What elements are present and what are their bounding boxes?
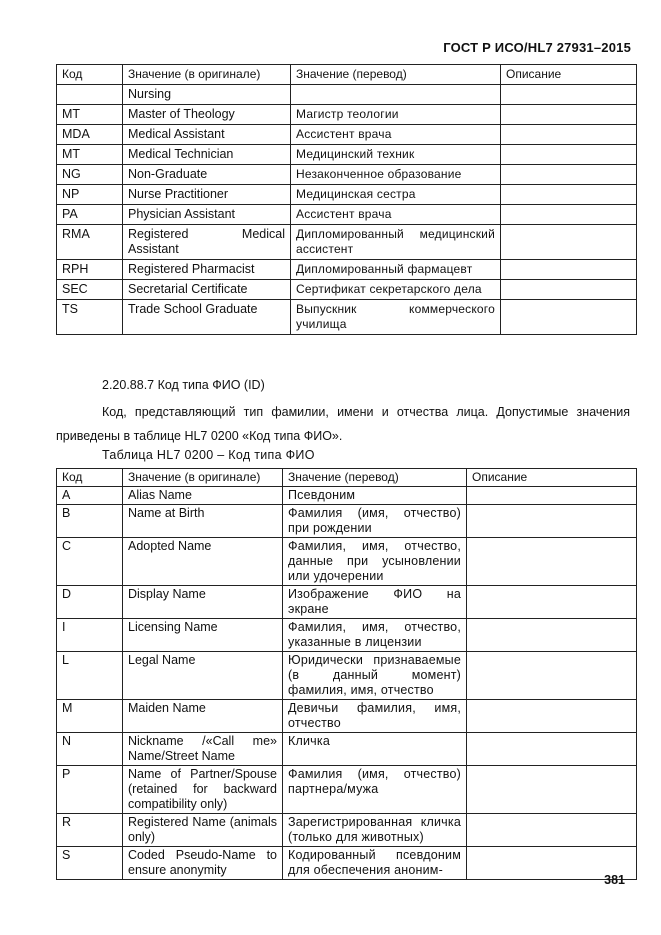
cell-desc	[501, 260, 637, 280]
cell-orig: Nurse Practitioner	[123, 185, 291, 205]
cell-code: RPH	[57, 260, 123, 280]
table-row	[57, 847, 637, 880]
cell-orig: Physician Assistant	[123, 205, 291, 225]
cell-trans: Медицинский техник	[291, 145, 501, 165]
cell-desc	[501, 105, 637, 125]
cell-desc	[501, 85, 637, 105]
cell-orig: Nursing	[123, 85, 291, 105]
cell-code: C	[57, 538, 123, 586]
cell-trans: Выпускник коммерческого училища	[291, 300, 501, 335]
cell-desc	[501, 300, 637, 335]
table-row	[57, 700, 637, 733]
cell-trans: Кодированный псевдоним для обеспечения аноним-	[283, 847, 467, 880]
column-header: Значение (перевод)	[283, 469, 467, 487]
cell-code: MT	[57, 105, 123, 125]
cell-orig: Name of Partner/Spouse (retained for backward compatibility only)	[123, 766, 283, 814]
cell-orig: Name at Birth	[123, 505, 283, 538]
section-paragraph: Код, представляющий тип фамилии, имени и отчества лица. Допустимые значения приведены в таблице HL7 0200 «Код типа ФИО».	[56, 405, 630, 443]
table-row	[57, 260, 637, 280]
cell-trans: Дипломированный фармацевт	[291, 260, 501, 280]
cell-code: PA	[57, 205, 123, 225]
table-row	[57, 505, 637, 538]
cell-code: S	[57, 847, 123, 880]
cell-code: MDA	[57, 125, 123, 145]
table-row	[57, 487, 637, 505]
cell-desc	[467, 505, 637, 538]
table-row	[57, 105, 637, 125]
table-row	[57, 125, 637, 145]
page-number: 381	[604, 873, 625, 887]
table-row	[57, 185, 637, 205]
cell-code: M	[57, 700, 123, 733]
cell-trans: Магистр теологии	[291, 105, 501, 125]
cell-desc	[467, 766, 637, 814]
cell-orig: Nickname /«Call me» Name/Street Name	[123, 733, 283, 766]
cell-trans: Псевдоним	[283, 487, 467, 505]
table-row	[57, 85, 637, 105]
table-row	[57, 225, 637, 260]
column-header: Значение (перевод)	[291, 65, 501, 85]
cell-orig: Trade School Graduate	[123, 300, 291, 335]
cell-orig: Legal Name	[123, 652, 283, 700]
cell-desc	[467, 586, 637, 619]
name-type-codes-table	[56, 468, 637, 880]
cell-code: N	[57, 733, 123, 766]
table-caption: Таблица HL7 0200 – Код типа ФИО	[102, 448, 315, 462]
table-row	[57, 205, 637, 225]
cell-desc	[467, 700, 637, 733]
cell-trans: Незаконченное образование	[291, 165, 501, 185]
cell-trans: Фамилия (имя, отчество) партнера/мужа	[283, 766, 467, 814]
cell-code: B	[57, 505, 123, 538]
column-header: Код	[57, 469, 123, 487]
table-header-row	[57, 65, 637, 85]
cell-code: MT	[57, 145, 123, 165]
column-header: Значение (в оригинале)	[123, 65, 291, 85]
cell-desc	[467, 652, 637, 700]
table-row	[57, 733, 637, 766]
table-row	[57, 652, 637, 700]
column-header: Описание	[501, 65, 637, 85]
table-row	[57, 300, 637, 335]
qualification-codes-table	[56, 64, 637, 335]
cell-orig: Display Name	[123, 586, 283, 619]
cell-desc	[501, 185, 637, 205]
table-row	[57, 814, 637, 847]
cell-desc	[467, 733, 637, 766]
cell-desc	[501, 280, 637, 300]
cell-code: SEC	[57, 280, 123, 300]
cell-trans: Изображение ФИО на экране	[283, 586, 467, 619]
cell-trans: Фамилия, имя, отчество, указанные в лицензии	[283, 619, 467, 652]
table-row	[57, 766, 637, 814]
cell-code	[57, 85, 123, 105]
cell-trans: Фамилия, имя, отчество, данные при усыновлении или удочерении	[283, 538, 467, 586]
table-row	[57, 586, 637, 619]
table-row	[57, 280, 637, 300]
cell-orig: Master of Theology	[123, 105, 291, 125]
cell-code: L	[57, 652, 123, 700]
cell-desc	[501, 205, 637, 225]
cell-desc	[467, 538, 637, 586]
column-header: Описание	[467, 469, 637, 487]
cell-desc	[501, 225, 637, 260]
cell-orig: Registered Medical Assistant	[123, 225, 291, 260]
document-header: ГОСТ Р ИСО/HL7 27931–2015	[443, 40, 631, 55]
cell-orig: Secretarial Certificate	[123, 280, 291, 300]
cell-orig: Non-Graduate	[123, 165, 291, 185]
cell-code: NP	[57, 185, 123, 205]
cell-code: D	[57, 586, 123, 619]
cell-trans: Медицинская сестра	[291, 185, 501, 205]
cell-desc	[501, 125, 637, 145]
cell-orig: Maiden Name	[123, 700, 283, 733]
cell-code: RMA	[57, 225, 123, 260]
cell-orig: Registered Pharmacist	[123, 260, 291, 280]
cell-trans: Сертификат секретарского дела	[291, 280, 501, 300]
cell-desc	[467, 814, 637, 847]
cell-orig: Medical Technician	[123, 145, 291, 165]
cell-desc	[501, 145, 637, 165]
cell-trans: Ассистент врача	[291, 125, 501, 145]
cell-orig: Registered Name (animals only)	[123, 814, 283, 847]
cell-code: A	[57, 487, 123, 505]
cell-code: TS	[57, 300, 123, 335]
cell-code: NG	[57, 165, 123, 185]
column-header: Значение (в оригинале)	[123, 469, 283, 487]
cell-desc	[501, 165, 637, 185]
cell-code: R	[57, 814, 123, 847]
cell-code: I	[57, 619, 123, 652]
cell-trans: Юридически признаваемые (в данный момент) фамилия, имя, отчество	[283, 652, 467, 700]
table-header-row	[57, 469, 637, 487]
cell-desc	[467, 619, 637, 652]
cell-desc	[467, 487, 637, 505]
cell-trans: Фамилия (имя, отчество) при рождении	[283, 505, 467, 538]
cell-orig: Adopted Name	[123, 538, 283, 586]
table-row	[57, 538, 637, 586]
cell-code: P	[57, 766, 123, 814]
cell-trans: Ассистент врача	[291, 205, 501, 225]
section-heading: 2.20.88.7 Код типа ФИО (ID)	[102, 378, 265, 392]
cell-orig: Medical Assistant	[123, 125, 291, 145]
column-header: Код	[57, 65, 123, 85]
cell-trans: Дипломированный медицинский ассистент	[291, 225, 501, 260]
cell-trans	[291, 85, 501, 105]
cell-trans: Кличка	[283, 733, 467, 766]
table-row	[57, 145, 637, 165]
cell-trans: Девичьи фамилия, имя, отчество	[283, 700, 467, 733]
table-row	[57, 619, 637, 652]
table-row	[57, 165, 637, 185]
cell-orig: Alias Name	[123, 487, 283, 505]
cell-trans: Зарегистрированная кличка (только для животных)	[283, 814, 467, 847]
cell-orig: Coded Pseudo-Name to ensure anonymity	[123, 847, 283, 880]
cell-orig: Licensing Name	[123, 619, 283, 652]
